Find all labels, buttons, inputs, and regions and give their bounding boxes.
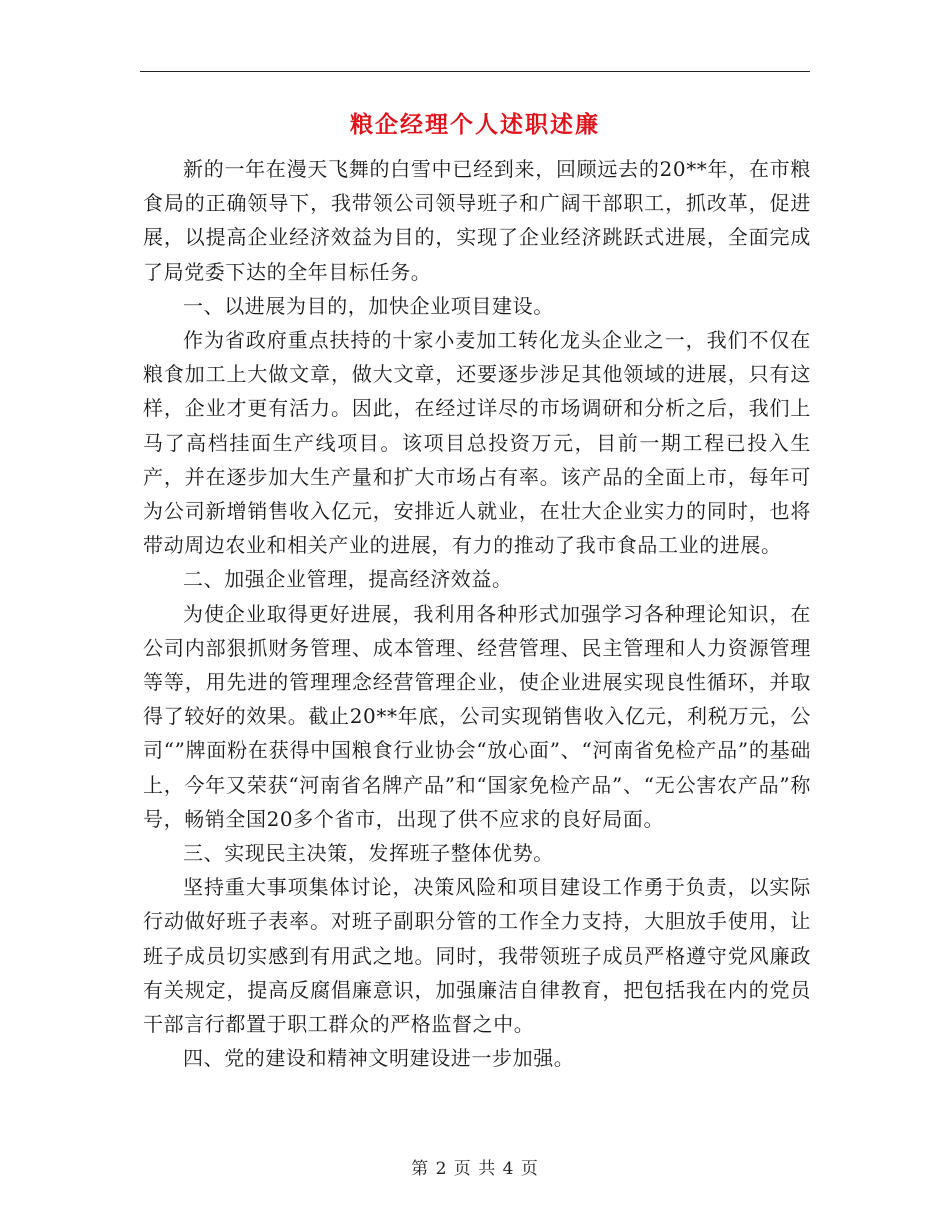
document-title: 粮企经理个人述职述廉 bbox=[350, 111, 600, 138]
paragraph-section-3: 坚持重大事项集体讨论，决策风险和项目建设工作勇于负责，以实际行动做好班子表率。对班子副职分管的工作全力支持，大胆放手使用，让班子成员切实感到有用武之地。同时，我带领班子成员严格遵守党风廉政有关规定，提高反腐倡廉意识，加强廉洁自律教育，把包括我在内的党员干部言行都置于职工群众的严格监督之中。 bbox=[143, 875, 811, 1037]
section-heading-1: 一、以进展为目的，加快企业项目建设。 bbox=[183, 293, 554, 318]
header-rule bbox=[140, 71, 810, 72]
document-body bbox=[143, 152, 811, 1075]
section-heading-2: 二、加强企业管理，提高经济效益。 bbox=[183, 567, 513, 592]
section-heading-4: 四、党的建设和精神文明建设进一步加强。 bbox=[183, 1046, 575, 1071]
page-number-footer: 第 2 页 共 4 页 bbox=[411, 1159, 539, 1179]
paragraph-section-1: 作为省政府重点扶持的十家小麦加工转化龙头企业之一，我们不仅在粮食加工上大做文章，做大文章，还要逐步涉足其他领域的进展，只有这样，企业才更有活力。因此，在经过详尽的市场调研和分析之后，我们上马了高档挂面生产线项目。该项目总投资万元，目前一期工程已投入生产，并在逐步加大生产量和扩大市场占有率。该产品的全面上市，每年可为公司新增销售收入亿元，安排近人就业，在壮大企业实力的同时，也将带动周边农业和相关产业的进展，有力的推动了我市食品工业的进展。 bbox=[143, 328, 811, 558]
paragraph-intro: 新的一年在漫天飞舞的白雪中已经到来，回顾远去的20**年，在市粮食局的正确领导下，我带领公司领导班子和广阔干部职工，抓改革，促进展，以提高企业经济效益为目的，实现了企业经济跳跃式进展，全面完成了局党委下达的全年目标任务。 bbox=[143, 157, 811, 284]
section-heading-3: 三、实现民主决策，发挥班子整体优势。 bbox=[183, 841, 554, 866]
paragraph-section-2: 为使企业取得更好进展，我利用各种形式加强学习各种理论知识，在公司内部狠抓财务管理、成本管理、经营管理、民主管理和人力资源管理等等，用先进的管理理念经营管理企业，使企业进展实现良性循环，并取得了较好的效果。截止20**年底，公司实现销售收入亿元，利税万元，公司“”牌面粉在获得中国粮食行业协会“放心面”、“河南省免检产品”的基础上，今年又荣获“河南省名牌产品”和“国家免检产品”、“无公害农产品”称号，畅销全国20多个省市，出现了供不应求的良好局面。 bbox=[143, 601, 811, 831]
